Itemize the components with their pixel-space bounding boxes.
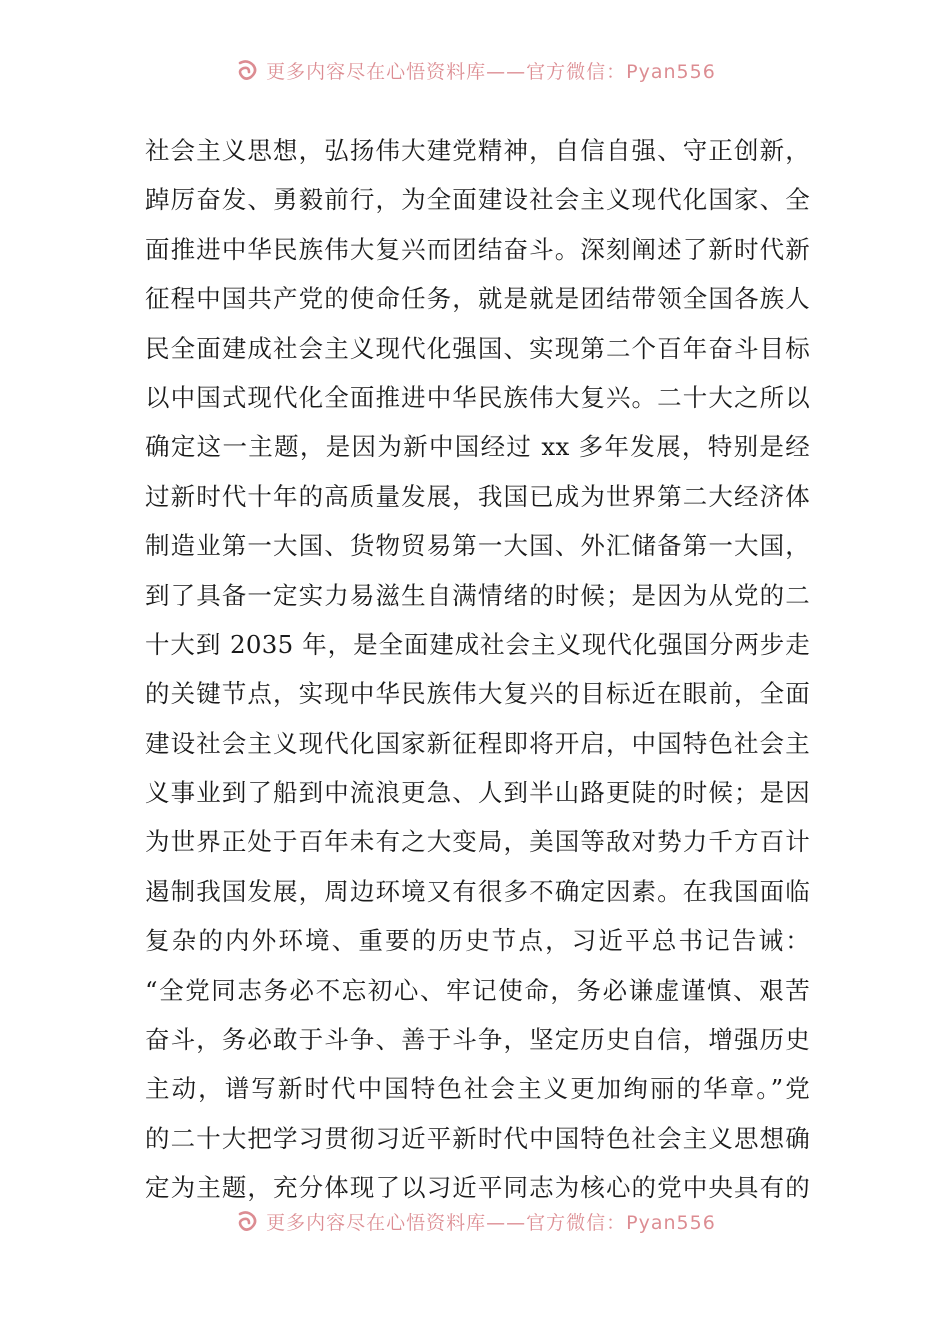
body-line: 制造业第一大国、货物贸易第一大国、外汇储备第一大国， xyxy=(145,531,810,561)
body-line: 主动，谱写新时代中国特色社会主义更加绚丽的华章。”党 xyxy=(145,1074,810,1104)
body-line: 以中国式现代化全面推进中华民族伟大复兴。二十大之所以 xyxy=(145,382,810,412)
watermark-text: 更多内容尽在心悟资料库——官方微信：Pyan556 xyxy=(266,1211,716,1234)
spiral-logo-icon xyxy=(234,1208,260,1234)
body-line: 踔厉奋发、勇毅前行，为全面建设社会主义现代化国家、全 xyxy=(145,185,810,215)
body-line: 的关键节点，实现中华民族伟大复兴的目标近在眼前，全面 xyxy=(145,679,810,709)
body-line: 奋斗，务必敢于斗争、善于斗争，坚定历史自信，增强历史 xyxy=(145,1025,810,1055)
header-watermark xyxy=(0,52,950,88)
body-line: 面推进中华民族伟大复兴而团结奋斗。深刻阐述了新时代新 xyxy=(145,234,810,264)
body-line: 确定这一主题，是因为新中国经过 xx 多年发展，特别是经 xyxy=(145,432,810,462)
body-line: 建设社会主义现代化国家新征程即将开启，中国特色社会主 xyxy=(145,728,810,758)
body-line: 遏制我国发展，周边环境又有很多不确定因素。在我国面临 xyxy=(145,876,810,906)
body-line: 征程中国共产党的使命任务，就是就是团结带领全国各族人 xyxy=(145,284,810,314)
footer-watermark xyxy=(0,1203,950,1239)
body-line: 为世界正处于百年未有之大变局，美国等敌对势力千方百计 xyxy=(145,827,810,857)
spiral-logo-icon xyxy=(234,57,260,83)
body-line: “全党同志务必不忘初心、牢记使命，务必谦虚谨慎、艰苦 xyxy=(145,975,810,1005)
body-line: 复杂的内外环境、重要的历史节点，习近平总书记告诫： xyxy=(145,926,810,956)
body-line: 社会主义思想，弘扬伟大建党精神，自信自强、守正创新， xyxy=(145,136,810,165)
document-body xyxy=(145,126,810,1213)
body-line: 十大到 2035 年，是全面建成社会主义现代化强国分两步走 xyxy=(145,629,810,659)
body-line: 民全面建成社会主义现代化强国、实现第二个百年奋斗目标 xyxy=(145,333,810,363)
body-line: 定为主题，充分体现了以习近平同志为核心的党中央具有的 xyxy=(145,1173,810,1203)
body-line: 到了具备一定实力易滋生自满情绪的时候；是因为从党的二 xyxy=(145,580,810,610)
body-line: 义事业到了船到中流浪更急、人到半山路更陡的时候；是因 xyxy=(145,778,810,808)
watermark-text: 更多内容尽在心悟资料库——官方微信：Pyan556 xyxy=(266,60,716,83)
body-line: 过新时代十年的高质量发展，我国已成为世界第二大经济体 xyxy=(145,481,810,511)
body-line: 的二十大把学习贯彻习近平新时代中国特色社会主义思想确 xyxy=(145,1123,810,1153)
